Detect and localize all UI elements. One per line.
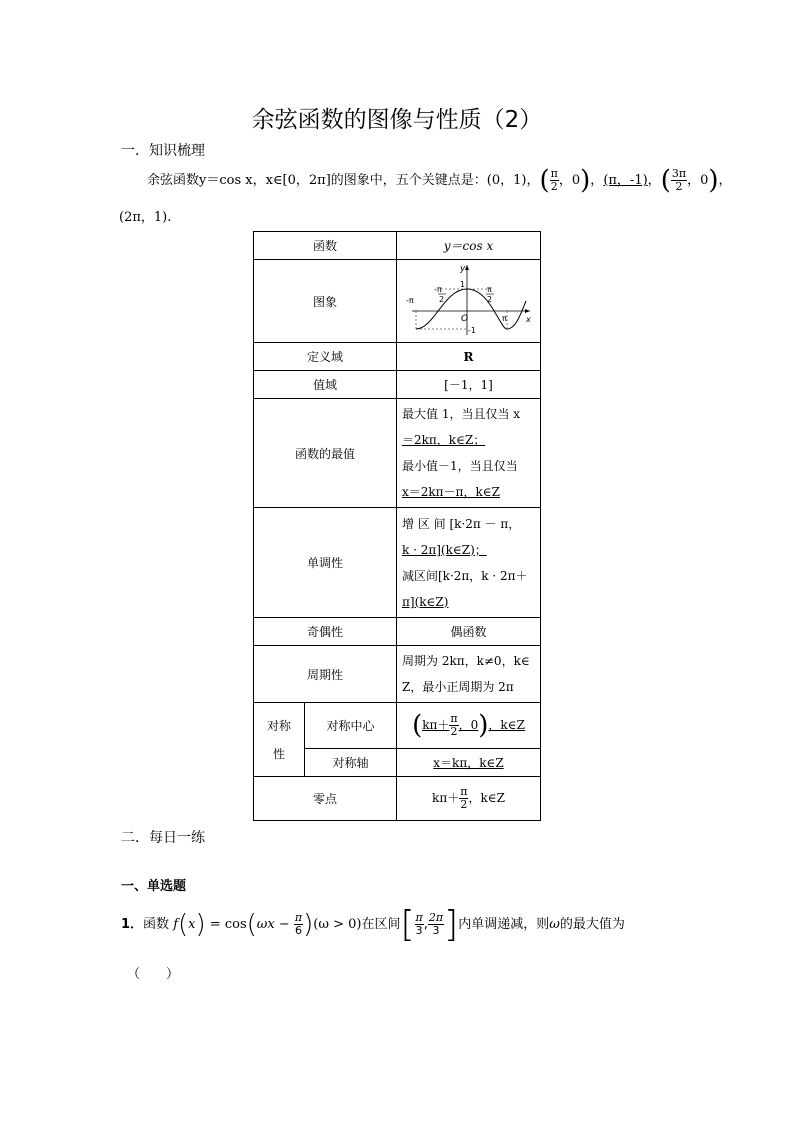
mono-line-3: 减区间[k·2π，k · 2π＋ (402, 568, 528, 583)
extreme-line-4: x＝2kπ－π，k∈Z (402, 485, 500, 499)
mono-line-4: π](k∈Z) (402, 594, 449, 609)
graph-neg-half-pi-den: 2 (438, 294, 444, 304)
answer-blank: （ ） (127, 967, 180, 982)
graph-pi-label: π (501, 313, 507, 323)
parity-label: 奇偶性 (254, 618, 397, 646)
graph-label: 图象 (254, 260, 397, 343)
symmetry-center-value: (kπ＋ $\frac{\pi}{2}$ ，0)，k∈Z (397, 703, 541, 749)
intro-p2: ，0 (558, 173, 581, 188)
range-value: [－1，1] (397, 371, 541, 399)
extreme-label: 函数的最值 (254, 399, 397, 508)
period-line-1: 周期为 2kπ，k≠0，k∈ (402, 654, 530, 668)
intro-p3: (π，-1) (603, 173, 648, 188)
zero-value: kπ＋ $\frac{\pi}{2}$ ，k∈Z (397, 777, 541, 821)
graph-y-label: y (459, 263, 465, 274)
graph-x-label: x (525, 314, 531, 324)
graph-half-pi-den: 2 (486, 294, 492, 304)
intro-lead: 余弦函数y＝cos x，x∈[0，2π]的图象中，五个关键点是：(0，1)， (147, 173, 540, 188)
range-label: 值域 (254, 371, 397, 399)
question-number: 1． (121, 917, 144, 932)
symmetry-axis-label: 对称轴 (305, 749, 397, 777)
header-value: y＝cos x (397, 232, 541, 260)
graph-neg-pi-label: -π (405, 295, 414, 305)
period-label: 周期性 (254, 646, 397, 703)
symmetry-label: 对称性 (254, 703, 305, 777)
graph-one-label: 1 (459, 279, 465, 289)
zero-label: 零点 (254, 777, 397, 821)
question-1: 1．函数 f(x) = cos(ωx − $\frac{\pi}{6}$ )(ω > 0)在区间[ $\frac{\pi}{3}$ , $\frac{2\pi}{3}$ ]内单调递减，则ω的最大值为 (121, 904, 625, 945)
graph-neg-one-label: -1 (467, 325, 476, 335)
intro-p5: (2π，1). (119, 210, 172, 225)
extreme-line-2: ＝2kπ，k∈Z； (402, 433, 486, 447)
domain-value: R (397, 343, 541, 371)
cosine-properties-table (253, 231, 541, 821)
graph-origin-label: O (460, 313, 468, 324)
extreme-line-3: 最小值－1，当且仅当 (402, 459, 518, 473)
period-value (397, 646, 541, 703)
parity-value: 偶函数 (397, 618, 541, 646)
extreme-value (397, 399, 541, 508)
domain-label: 定义域 (254, 343, 397, 371)
frac-3pi-2: $\frac{3\pi}{2}$ (671, 167, 687, 193)
graph-neg-half-pi-num: -π (433, 284, 442, 294)
graph-half-pi-num: π (486, 284, 492, 294)
mono-line-2: k · 2π](k∈Z)； (402, 542, 487, 557)
symmetry-center-label: 对称中心 (305, 703, 397, 749)
cosine-graph (404, 261, 534, 339)
page-title: 余弦函数的图像与性质（2） (251, 107, 543, 133)
frac-pi-2: $\frac{\pi}{2}$ (550, 167, 558, 193)
period-line-2: Z，最小正周期为 2π (402, 680, 514, 694)
mono-line-1: 增 区 间 [k·2π － π， (402, 516, 521, 531)
intro-p4: ，0 (687, 173, 709, 188)
extreme-line-1: 最大值 1，当且仅当 x (402, 407, 521, 421)
monotonicity-value (397, 508, 541, 618)
intro-paragraph: 余弦函数y＝cos x，x∈[0，2π]的图象中，五个关键点是：(0，1)，( $\frac{\pi}{2}$ ，0)，(π，-1)，( $\frac{3\pi}{2}$ ，0)， (147, 165, 732, 196)
section-heading-1: 一．知识梳理 (121, 143, 205, 159)
graph-cell (397, 260, 541, 343)
section-heading-2: 二．每日一练 (121, 830, 205, 846)
symmetry-axis-value: x＝kπ，k∈Z (397, 749, 541, 777)
monotonicity-label: 单调性 (254, 508, 397, 618)
header-function: 函数 (254, 232, 397, 260)
section-heading-3: 一、单选题 (121, 879, 187, 894)
